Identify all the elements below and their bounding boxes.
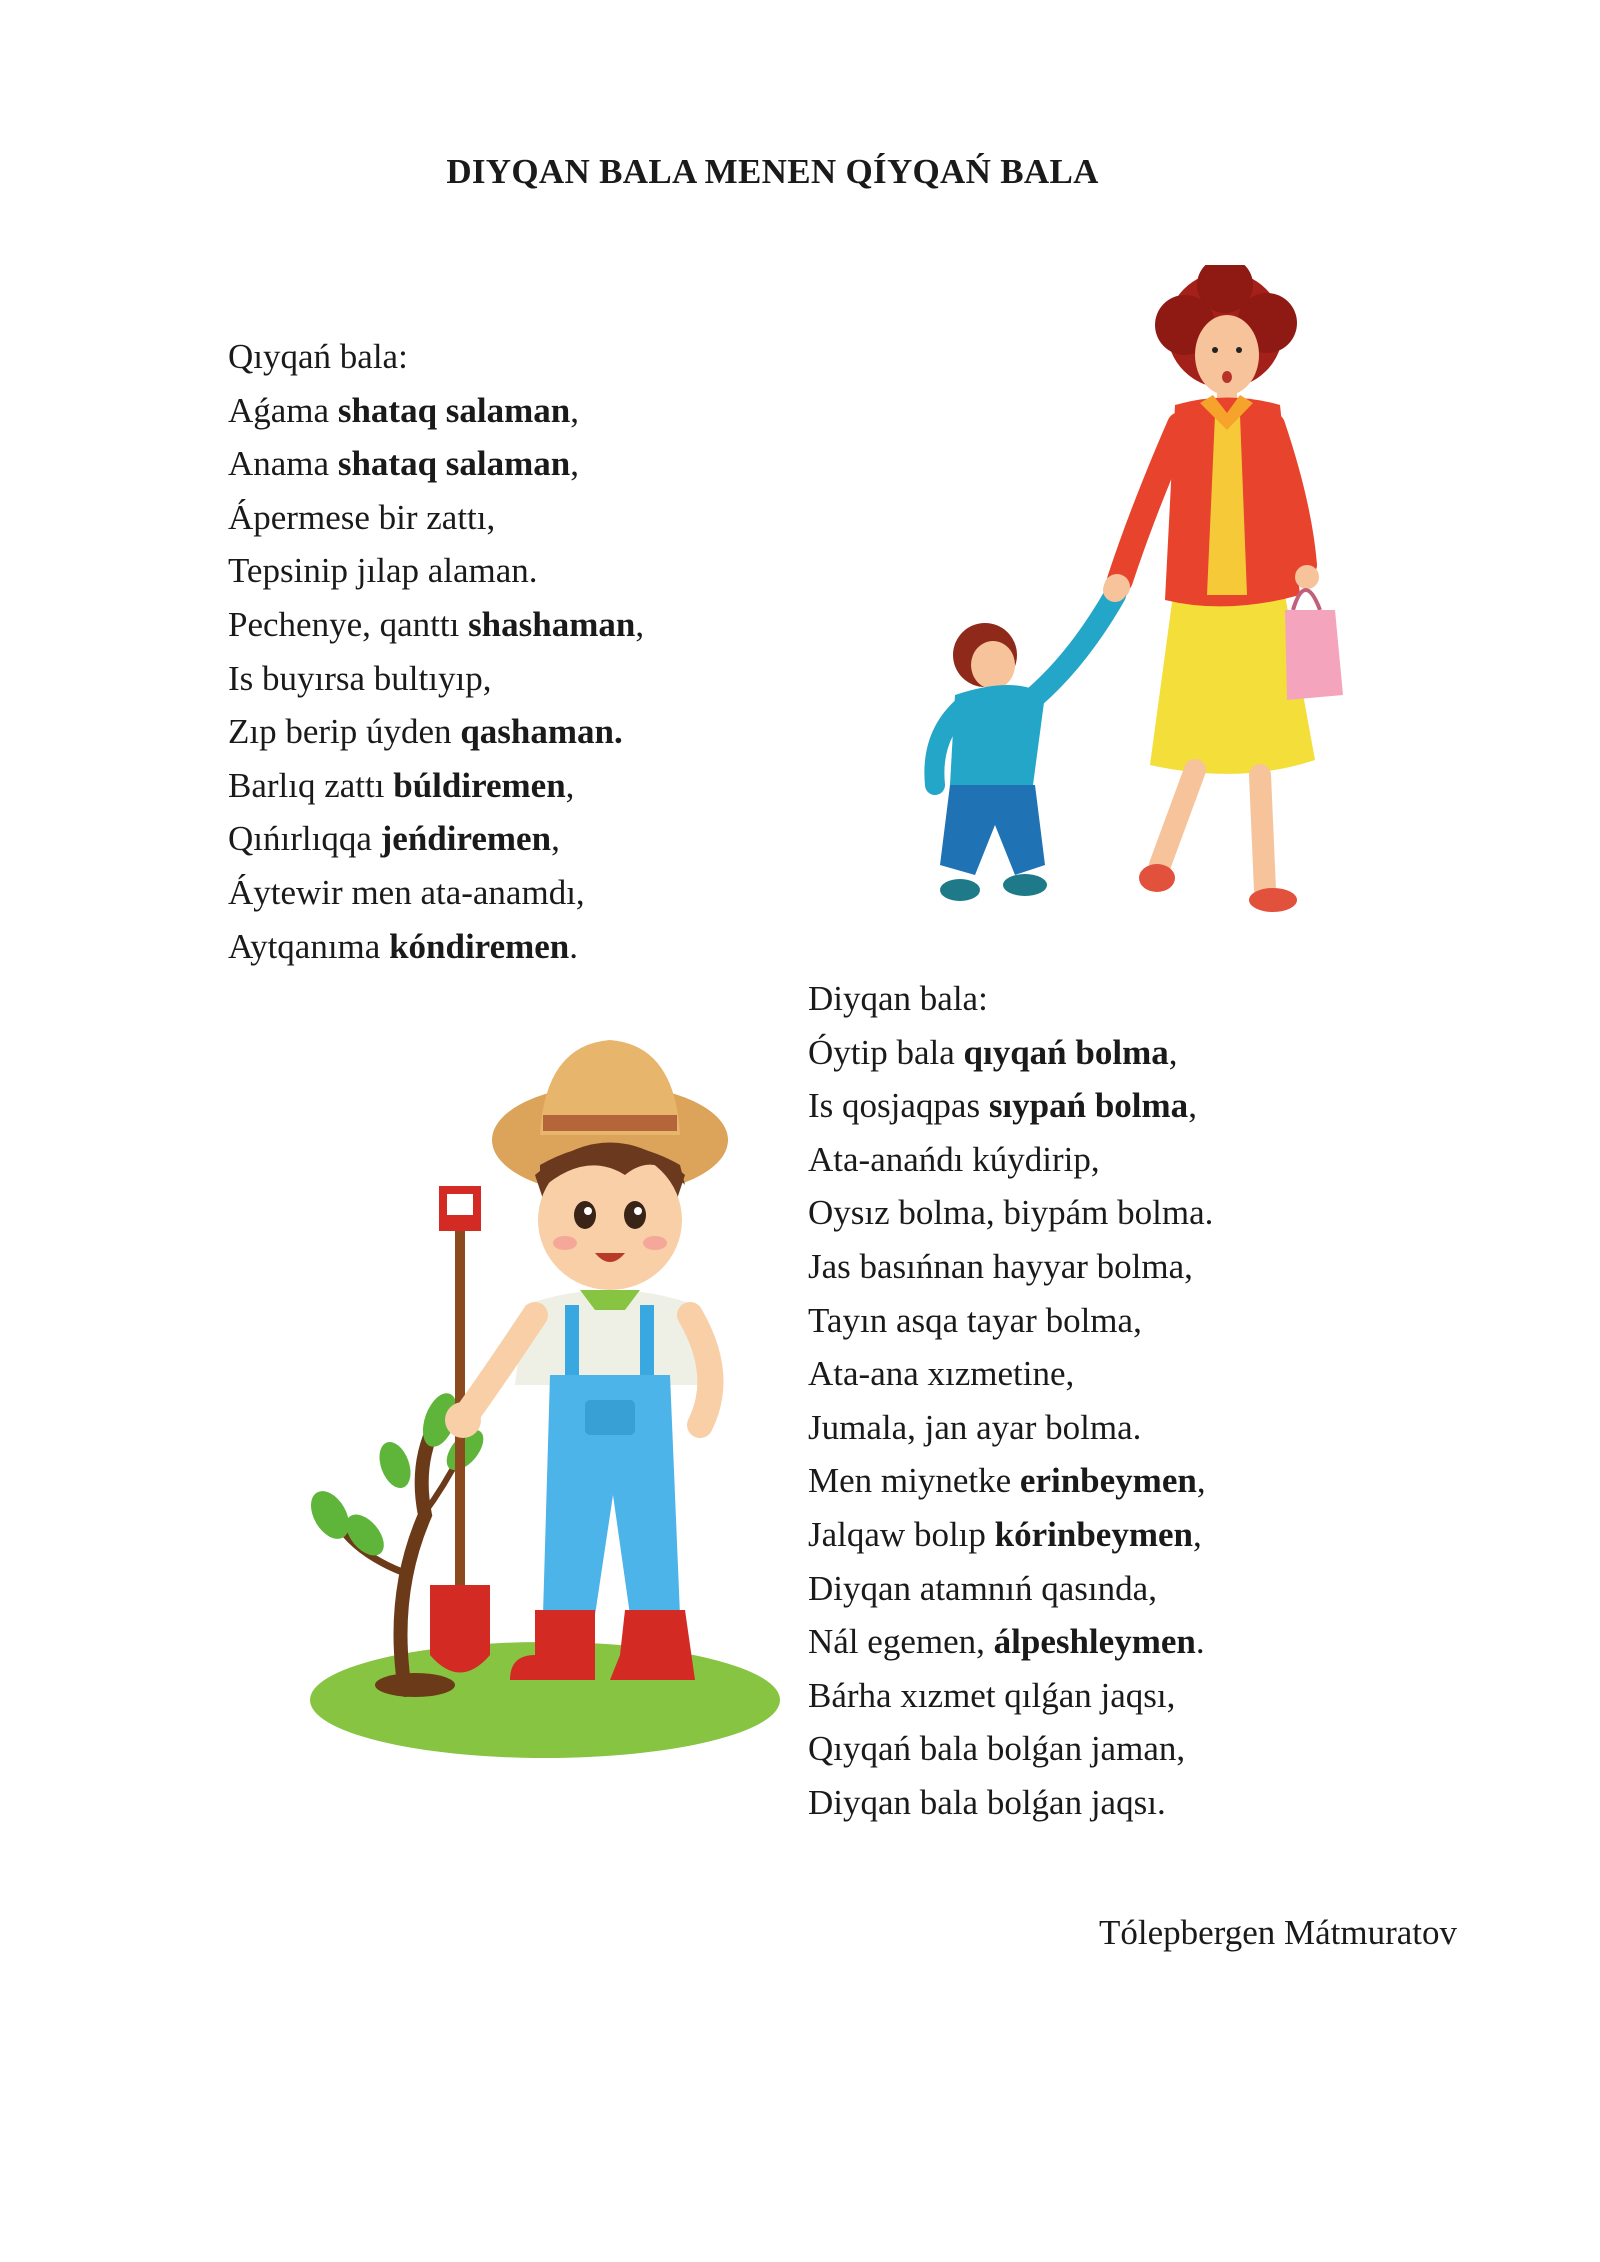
poem-line <box>808 1454 1213 1508</box>
poem-line <box>808 1401 1213 1455</box>
line-text: Men miynetke <box>808 1461 1020 1501</box>
poem-line <box>228 598 644 652</box>
line-text: Anama <box>228 444 338 484</box>
bold-phrase: kórinbeymen <box>994 1514 1193 1554</box>
poem-line <box>228 652 644 706</box>
poem-line <box>808 1133 1213 1187</box>
poem-line <box>808 1240 1213 1294</box>
poem-line <box>228 705 644 759</box>
line-text: , <box>570 444 579 484</box>
line-text: Is qosjaqpas <box>808 1086 989 1126</box>
bold-phrase: sıypań bolma <box>988 1086 1189 1126</box>
author-name: Tólepbergen Mátmuratov <box>1099 1913 1457 1952</box>
bold-phrase: erinbeymen <box>1019 1461 1197 1501</box>
line-text: Tayın asqa tayar bolma, <box>808 1300 1142 1340</box>
poem-line <box>808 1615 1213 1669</box>
line-text: , <box>635 604 645 644</box>
line-text: Jas basıńnan hayyar bolma, <box>808 1246 1193 1286</box>
line-text: , <box>1196 1461 1206 1501</box>
line-text: Aǵama <box>228 390 338 430</box>
poem-line <box>808 1508 1213 1562</box>
line-text: , <box>551 819 560 859</box>
poem-stanza-diyqan <box>808 972 1213 1830</box>
poem-line <box>808 1186 1213 1240</box>
poem-line <box>808 1722 1213 1776</box>
line-text: , <box>1188 1086 1197 1126</box>
bold-phrase: jeńdiremen <box>380 819 552 859</box>
line-text: , <box>1193 1514 1202 1554</box>
poem-line <box>228 544 644 598</box>
line-text: Barlıq zattı <box>228 765 394 805</box>
bold-phrase: qıyqań bolma <box>963 1032 1169 1072</box>
line-text: Óytip bala <box>808 1032 964 1072</box>
poem-line <box>808 1669 1213 1723</box>
line-text: Pechenye, qanttı <box>228 604 469 644</box>
line-text: Jumala, jan ayar bolma. <box>808 1407 1142 1447</box>
poem-stanza-qiyqan <box>228 330 644 973</box>
line-text: Nál egemen, <box>808 1622 994 1662</box>
line-text: Diyqan bala bolǵan jaqsı. <box>808 1782 1166 1822</box>
poem-line <box>228 437 644 491</box>
speaker-label: Qıyqań bala: <box>228 337 408 376</box>
bold-phrase: álpeshleymen <box>993 1622 1196 1662</box>
bold-phrase: shataq salaman <box>337 390 571 430</box>
poem-line <box>808 1079 1213 1133</box>
line-text: Bárha xızmet qılǵan jaqsı, <box>808 1675 1176 1715</box>
poem-line <box>228 812 644 866</box>
bold-phrase: shataq salaman <box>337 444 571 484</box>
line-text: , <box>1168 1032 1178 1072</box>
poem-line <box>808 1026 1213 1080</box>
line-text: Ata-anańdı kúydirip, <box>808 1139 1100 1179</box>
line-text: Jalqaw bolıp <box>808 1514 995 1554</box>
stanza-lines <box>808 1026 1213 1830</box>
poem-line <box>228 759 644 813</box>
poem-line <box>228 384 644 438</box>
line-text: Ápermese bir zattı, <box>228 497 496 537</box>
poem-line <box>808 1776 1213 1830</box>
line-text: . <box>569 926 579 966</box>
poem-title: DIYQAN BALA MENEN QÍYQAŃ BALA <box>446 152 1099 191</box>
poem-line <box>808 1294 1213 1348</box>
mother-and-child-illustration <box>895 265 1375 955</box>
line-text: , <box>565 765 575 805</box>
poem-line <box>228 866 644 920</box>
bold-phrase: shashaman <box>468 604 636 644</box>
line-text: Qıńırlıqqa <box>228 819 381 859</box>
speaker-label: Diyqan bala: <box>808 979 988 1018</box>
line-text: Is buyırsa bultıyıp, <box>228 658 492 698</box>
line-text: , <box>570 390 579 430</box>
stanza-lines <box>228 384 644 974</box>
line-text: Diyqan atamnıń qasında, <box>808 1568 1157 1608</box>
line-text: . <box>1195 1622 1205 1662</box>
line-text: Qıyqań bala bolǵan jaman, <box>808 1729 1186 1769</box>
line-text: Tepsinip jılap alaman. <box>228 551 538 591</box>
poem-line <box>228 491 644 545</box>
line-text: Aytqanıma <box>228 926 390 966</box>
line-text: Zıp berip úyden <box>228 712 461 752</box>
line-text: Áytewir men ata-anamdı, <box>228 872 585 912</box>
bold-phrase: kóndiremen <box>389 926 570 966</box>
line-text: Oysız bolma, biypám bolma. <box>808 1193 1214 1233</box>
farmer-boy-illustration <box>295 1015 785 1765</box>
poem-line <box>808 1562 1213 1616</box>
poem-line <box>808 1347 1213 1401</box>
poem-line <box>228 920 644 974</box>
line-text: Ata-ana xızmetine, <box>808 1354 1075 1394</box>
bold-phrase: búldiremen <box>393 765 566 805</box>
bold-phrase: qashaman. <box>460 712 623 752</box>
